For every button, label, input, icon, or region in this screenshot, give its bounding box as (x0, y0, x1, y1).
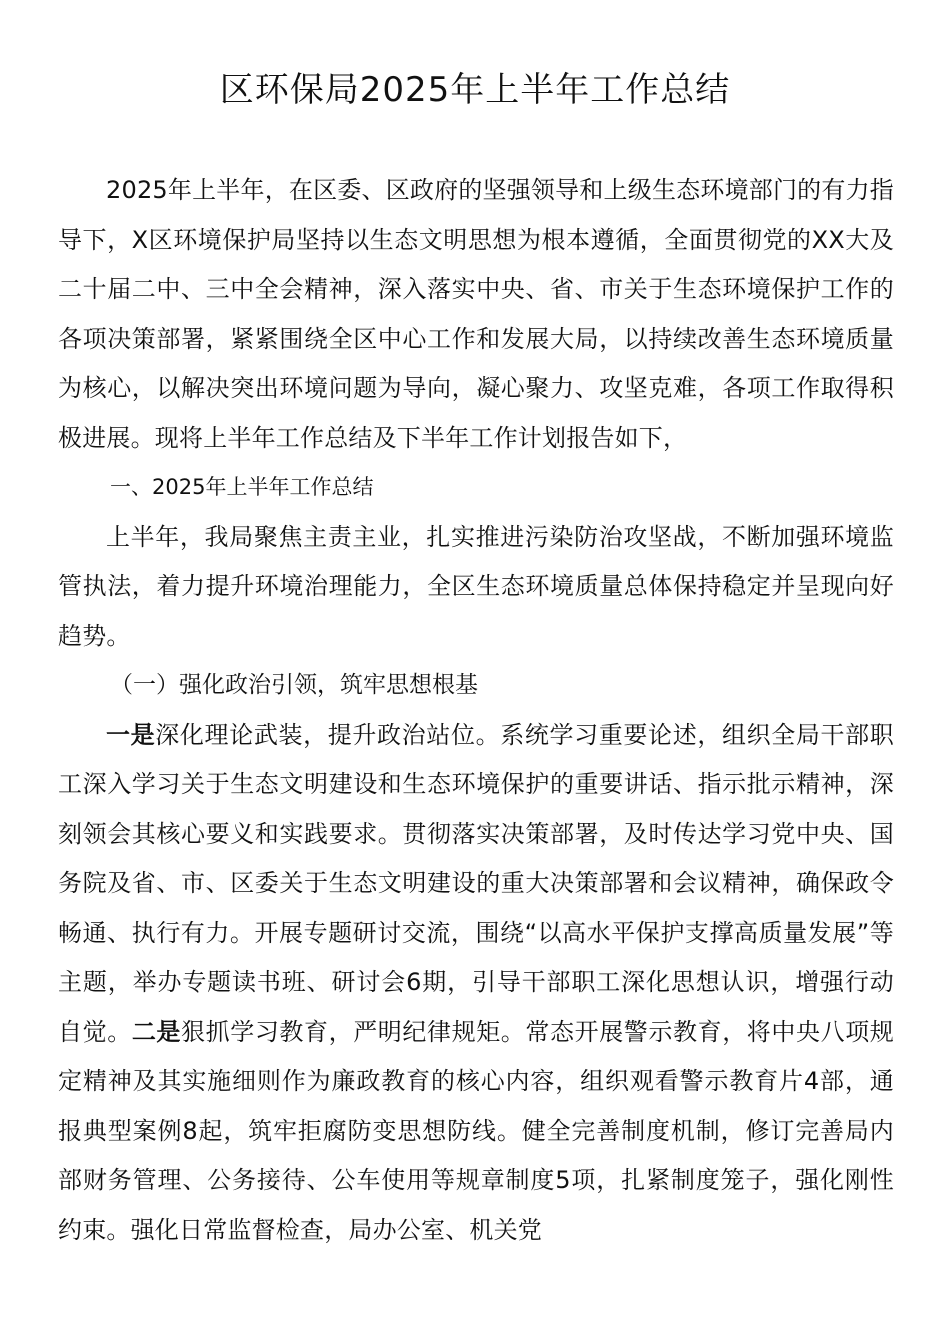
intro-paragraph: 2025年上半年，在区委、区政府的坚强领导和上级生态环境部门的有力指导下，X区环境保护局坚持以生态文明思想为根本遵循，全面贯彻党的XX大及二十届二中、三中全会精神，深入落实中央、省、市关于生态环境保护工作的各项决策部署，紧紧围绕全区中心工作和发展大局，以持续改善生态环境质量为核心，以解决突出环境问题为导向，凝心聚力、攻坚克难，各项工作取得积极进展。现将上半年工作总结及下半年工作计划报告如下， (58, 176, 894, 452)
section-intro-paragraph: 上半年，我局聚焦主责主业，扎实推进污染防治攻坚战，不断加强环境监管执法，着力提升环境治理能力，全区生态环境质量总体保持稳定并呈现向好趋势。 (58, 522, 894, 650)
point-lead-1: 一是 (106, 720, 156, 749)
point-lead-2: 二是 (131, 1017, 182, 1046)
document-body (58, 166, 894, 1255)
body-paragraph (58, 711, 894, 1256)
section-heading: 一、2025年上半年工作总结 (110, 475, 374, 499)
document-title: 区环保局2025年上半年工作总结 (219, 70, 731, 110)
point-text-1: 深化理论武装，提升政治站位。系统学习重要论述，组织全局干部职工深入学习关于生态文明建设和生态环境保护的重要讲话、指示批示精神，深刻领会其核心要义和实践要求。贯彻落实决策部署，及时传达学习党中央、国务院及省、市、区委关于生态文明建设的重大决策部署和会议精神，确保政令畅通、执行有力。开展专题研讨交流，围绕“以高水平保护支撑高质量发展”等主题，举办专题读书班、研讨会6期，引导干部职工深化思想认识，增强行动自觉。 (58, 720, 894, 1046)
subsection-heading: （一）强化政治引领，筑牢思想根基 (110, 672, 478, 698)
point-text-2: 狠抓学习教育，严明纪律规矩。常态开展警示教育，将中央八项规定精神及其实施细则作为廉政教育的核心内容，组织观看警示教育片4部，通报典型案例8起，筑牢拒腐防变思想防线。健全完善制度机制，修订完善局内部财务管理、公务接待、公车使用等规章制度5项，扎紧制度笼子，强化刚性约束。强化日常监督检查，局办公室、机关党 (58, 1017, 894, 1244)
